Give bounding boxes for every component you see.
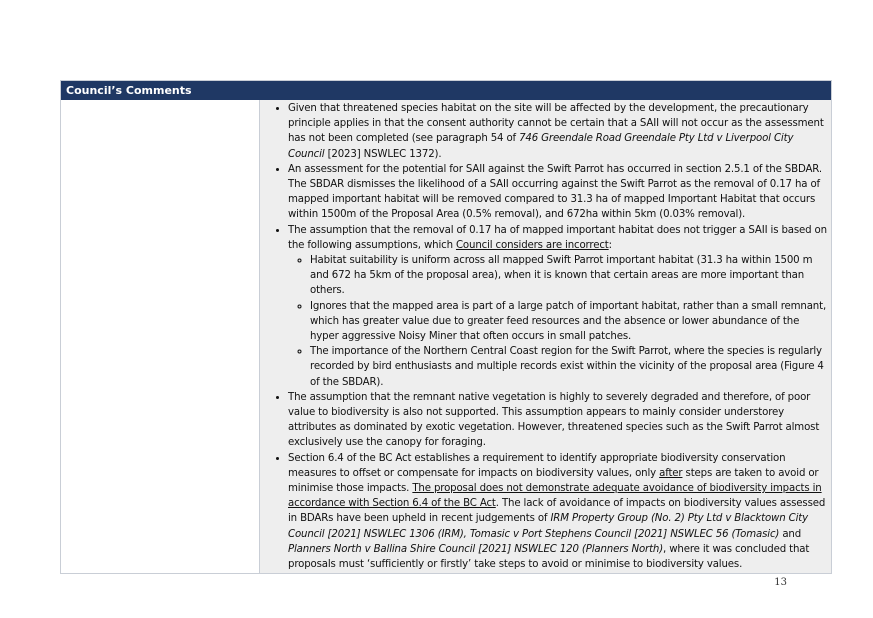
left-column	[61, 100, 260, 573]
table-row	[61, 100, 831, 573]
sub-bullet-item: ◦ Habitat suitability is uniform across all mapped Swift Parrot important habitat (31.3 ha within 1500 m and 672 ha 5km of the proposal area), when it is known that certain areas are more important than others.	[310, 253, 827, 299]
page-number: 13	[774, 577, 787, 588]
comments-table	[60, 80, 832, 574]
bullet-item: • An assessment for the potential for SAII against the Swift Parrot has occurred in section 2.5.1 of the SBDAR. The SBDAR dismisses the likelihood of a SAII occurring against the Swift Parrot as the removal of 0.17 ha of mapped important habitat will be removed compared to 31.3 ha of mapped Important Habitat that occurs within 1500m of the Proposal Area (0.5% removal), and 672ha within 5km (0.03% removal).	[288, 162, 827, 223]
comments-cell	[260, 100, 831, 573]
bullet-item: • Section 6.4 of the BC Act establishes a requirement to identify appropriate biodiversity conservation measures to offset or compensate for impacts on biodiversity values, only after steps are taken to avoid or minimise those impacts. The proposal does not demonstrate adequate avoidance of biodiversity impacts in accordance with Section 6.4 of the BC Act. The lack of avoidance of impacts on biodiversity values assessed in BDARs have been upheld in recent judgements of IRM Property Group (No. 2) Pty Ltd v Blacktown City Council [2021] NSWLEC 1306 (IRM), Tomasic v Port Stephens Council [2021] NSWLEC 56 (Tomasic) and Planners North v Ballina Shire Council [2021] NSWLEC 120 (Planners North), where it was concluded that proposals must ‘sufficiently or firstly’ take steps to avoid or minimise to biodiversity values.	[288, 451, 827, 573]
bullet-text: The assumption that the removal of 0.17 ha of mapped important habitat does not trigger a SAII is based on the following assumptions, which Council considers are incorrect:	[288, 224, 827, 251]
bullet-list	[272, 101, 827, 572]
bullet-item: • Given that threatened species habitat on the site will be affected by the development, the precautionary principle applies in that the consent authority cannot be certain that a SAII will not occur as the assessment has not been completed (see paragraph 54 of 746 Greendale Road Greendale Pty Ltd v Liverpool City Council [2023] NSWLEC 1372).	[288, 101, 827, 162]
sub-bullet-list	[288, 253, 827, 390]
bullet-item: • The assumption that the remnant native vegetation is highly to severely degraded and therefore, of poor value to biodiversity is also not supported. This assumption appears to mainly consider understorey attributes as dominated by exotic vegetation. However, threatened species such as the Swift Parrot almost exclusively use the canopy for foraging.	[288, 390, 827, 451]
sub-bullet-item: ◦ Ignores that the mapped area is part of a large patch of important habitat, rather than a small remnant, which has greater value due to greater feed resources and the absence or lower abundance of the hyper aggressive Noisy Miner that often occurs in small patches.	[310, 299, 827, 345]
sub-bullet-item: ◦ The importance of the Northern Central Coast region for the Swift Parrot, where the species is regularly recorded by bird enthusiasts and multiple records exist within the vicinity of the proposal area (Figure 4 of the SBDAR).	[310, 344, 827, 390]
bullet-item	[288, 223, 827, 390]
table-header: Council’s Comments	[61, 81, 831, 100]
